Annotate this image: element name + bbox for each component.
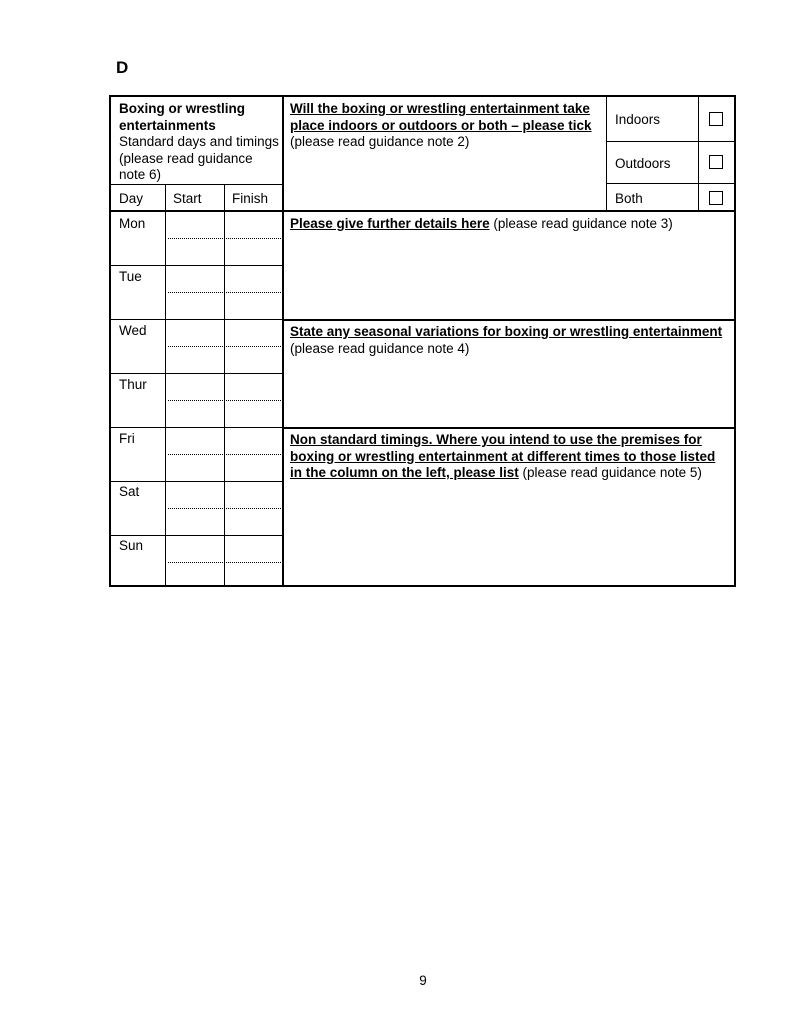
- sun-start-1[interactable]: [167, 536, 223, 562]
- left-header: [119, 101, 279, 184]
- both-checkbox[interactable]: [709, 191, 723, 205]
- thur-start-2[interactable]: [167, 401, 223, 427]
- day-label-fri: Fri: [119, 431, 135, 446]
- mon-finish-2[interactable]: [226, 239, 281, 265]
- start-column-line: [224, 184, 225, 585]
- location-question-note: (please read guidance note 2): [290, 134, 470, 149]
- tue-start-1[interactable]: [167, 266, 223, 292]
- day-label-sun: Sun: [119, 538, 144, 553]
- wed-start-1[interactable]: [167, 320, 223, 346]
- day-label-thur: Thur: [119, 377, 147, 392]
- further-details-field[interactable]: [285, 235, 734, 318]
- wed-start-2[interactable]: [167, 347, 223, 373]
- wed-finish-2[interactable]: [226, 347, 281, 373]
- day-label-mon: Mon: [119, 216, 146, 231]
- further-details-bold: Please give further details here: [290, 216, 490, 231]
- left-header-title: Boxing or wrestling entertainments: [119, 101, 246, 133]
- boxing-wrestling-form: [109, 95, 736, 587]
- day-label-tue: Tue: [119, 269, 142, 284]
- sat-finish-1[interactable]: [226, 482, 281, 508]
- non-standard-bold: Non standard timings. Where you intend to use the premises for boxing or wrestling entertainment at different times to those listed in the column on the left, please list: [290, 432, 716, 480]
- fri-finish-1[interactable]: [226, 428, 281, 454]
- day-label-sat: Sat: [119, 484, 140, 499]
- thur-finish-1[interactable]: [226, 374, 281, 400]
- option-label-both: Both: [615, 191, 643, 206]
- thur-start-1[interactable]: [167, 374, 223, 400]
- non-standard-note: (please read guidance note 5): [518, 465, 702, 480]
- mon-start-1[interactable]: [167, 212, 223, 238]
- non-standard-field[interactable]: [285, 500, 734, 584]
- column-header-finish: Finish: [232, 191, 269, 206]
- left-header-body: Standard days and timings (please read guidance note 6): [119, 134, 279, 182]
- sun-start-2[interactable]: [167, 563, 223, 585]
- option-label-outdoors: Outdoors: [615, 156, 671, 171]
- fri-finish-2[interactable]: [226, 455, 281, 481]
- seasonal-bold: State any seasonal variations for boxing or wrestling entertainment: [290, 324, 723, 339]
- sat-start-2[interactable]: [167, 509, 223, 535]
- page-number: 9: [419, 973, 427, 988]
- location-question: [290, 101, 602, 151]
- column-header-day: Day: [119, 191, 144, 206]
- seasonal-note: (please read guidance note 4): [290, 340, 470, 356]
- header-divider: [111, 184, 283, 185]
- sun-finish-1[interactable]: [226, 536, 281, 562]
- column-header-start: Start: [173, 191, 202, 206]
- tue-start-2[interactable]: [167, 293, 223, 319]
- seasonal-field[interactable]: [285, 359, 734, 425]
- sat-finish-2[interactable]: [226, 509, 281, 535]
- sat-start-1[interactable]: [167, 482, 223, 508]
- day-label-wed: Wed: [119, 323, 147, 338]
- column-divider: [282, 97, 284, 585]
- thur-finish-2[interactable]: [226, 401, 281, 427]
- option-label-indoors: Indoors: [615, 112, 661, 127]
- day-column-line: [165, 184, 166, 585]
- further-details-label: [290, 216, 728, 233]
- tue-finish-1[interactable]: [226, 266, 281, 292]
- location-question-bold: Will the boxing or wrestling entertainment take place indoors or outdoors or both – please tick: [290, 101, 592, 133]
- further-details-note: (please read guidance note 3): [489, 216, 673, 231]
- outdoors-checkbox[interactable]: [709, 155, 723, 169]
- seasonal-label: [290, 324, 728, 357]
- tue-finish-2[interactable]: [226, 293, 281, 319]
- sun-finish-2[interactable]: [226, 563, 281, 585]
- wed-finish-1[interactable]: [226, 320, 281, 346]
- fri-start-1[interactable]: [167, 428, 223, 454]
- mon-start-2[interactable]: [167, 239, 223, 265]
- non-standard-label: [290, 432, 728, 482]
- indoors-checkbox[interactable]: [709, 112, 723, 126]
- fri-start-2[interactable]: [167, 455, 223, 481]
- section-letter: D: [116, 58, 129, 77]
- mon-finish-1[interactable]: [226, 212, 281, 238]
